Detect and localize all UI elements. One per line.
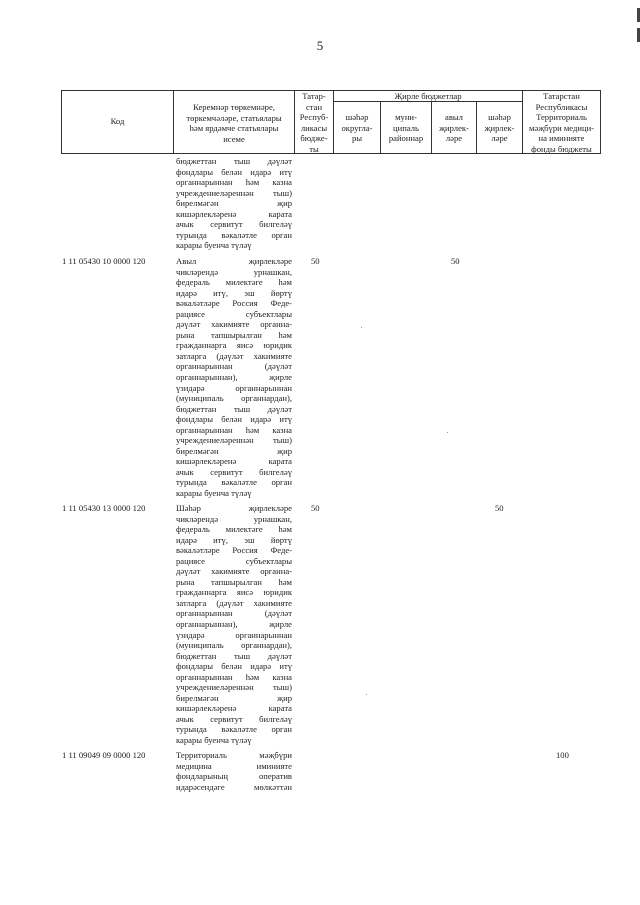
- row-description: Авыл җирлекләре чикләрендә урнашкан, федераль милектәге һәм идарә итү, эш йөртү вәкаләтләре Россия Феде- рациясе субъектлары дәүләт хакимияте органна- рына тапшырылган һәм гражданнарга яисә юридик затларга (дәүләт хакимияте органнарыннан (дәүләт органнарыннан), җирле үзидарә органнарыннан (муниципаль органнардан), бюджеттан тыш дәүләт фондлары белән идарә итү органнарыннан һәм казна учреждениеләреннән тыш) бирелмәгән җир кишәрлекләренә карата ачык сервитут билгеләү турында вәкаләтле орган карары буенча түләү: [176, 256, 292, 499]
- header-urban-settlements: шәһәр җирлек- ләре: [484, 112, 515, 144]
- scan-speck: [447, 432, 448, 433]
- header-local-budgets: Җирле бюджетлар: [394, 91, 462, 101]
- header-city-districts: шәһәр округла- ры: [341, 112, 373, 144]
- republic-budget-value: 50: [311, 256, 320, 266]
- scan-speck: [366, 694, 367, 695]
- header-republic-budget: Татар- стан Респуб- ликасы бюдже- ты: [299, 91, 329, 154]
- rural-settlements-value: 50: [451, 256, 460, 266]
- row-description: Шәһәр җирлекләре чикләрендә урнашкан, федераль милектәге һәм идарә итү, эш йөртү вәкаләтләре Россия Феде- рациясе субъектлары дәүләт хакимияте органна- рына тапшырылган һәм гражданнарга яисә юридик затларга (дәүләт хакимияте органнарыннан (дәүләт органнарыннан), җирле үзидарә органнарыннан (муниципаль органнардан), бюджеттан тыш дәүләт фондлары белән идарә итү органнарыннан һәм казна учреждениеләреннән тыш) бирелмәгән җир кишәрлекләренә карата ачык сервитут билгеләү турында вәкаләтле орган карары буенча түләү: [176, 503, 292, 746]
- scan-speck: [361, 327, 362, 328]
- page-number: 5: [316, 38, 324, 53]
- header-name: Керемнәр төркемнәре, төркемчәләре, статьялары һәм ярдәмче статьялары исеме: [186, 102, 282, 144]
- header-tfoms-budget: Татарстан Республикасы Территориаль мәҗбүри медици- на иминияте фонды бюджеты: [528, 91, 595, 154]
- row-code: 1 11 05430 10 0000 120: [62, 256, 146, 266]
- row-code: 1 11 05430 13 0000 120: [62, 503, 146, 513]
- header-code: Код: [110, 116, 125, 126]
- tfoms-budget-value: 100: [556, 750, 569, 760]
- republic-budget-value: 50: [311, 503, 320, 513]
- row-description: бюджеттан тыш дәүләт фондлары белән идарә итү органнарыннан һәм казна учреждениеләреннән тыш) бирелмәгән җир кишәрлекләренә карата ачык сервитут билгеләү турында вәкаләтле орган карары буенча түләү: [176, 156, 292, 251]
- header-municipal-districts: муни- ципаль районнар: [388, 112, 424, 144]
- row-code: 1 11 09049 09 0000 120: [62, 750, 146, 760]
- urban-settlements-value: 50: [495, 503, 504, 513]
- row-description: Территориаль мәҗбүри медицина иминияте фондларының оператив идарәсендәге мөлкәттән: [176, 750, 292, 792]
- header-rural-settlements: авыл җирлек- ләре: [439, 112, 469, 144]
